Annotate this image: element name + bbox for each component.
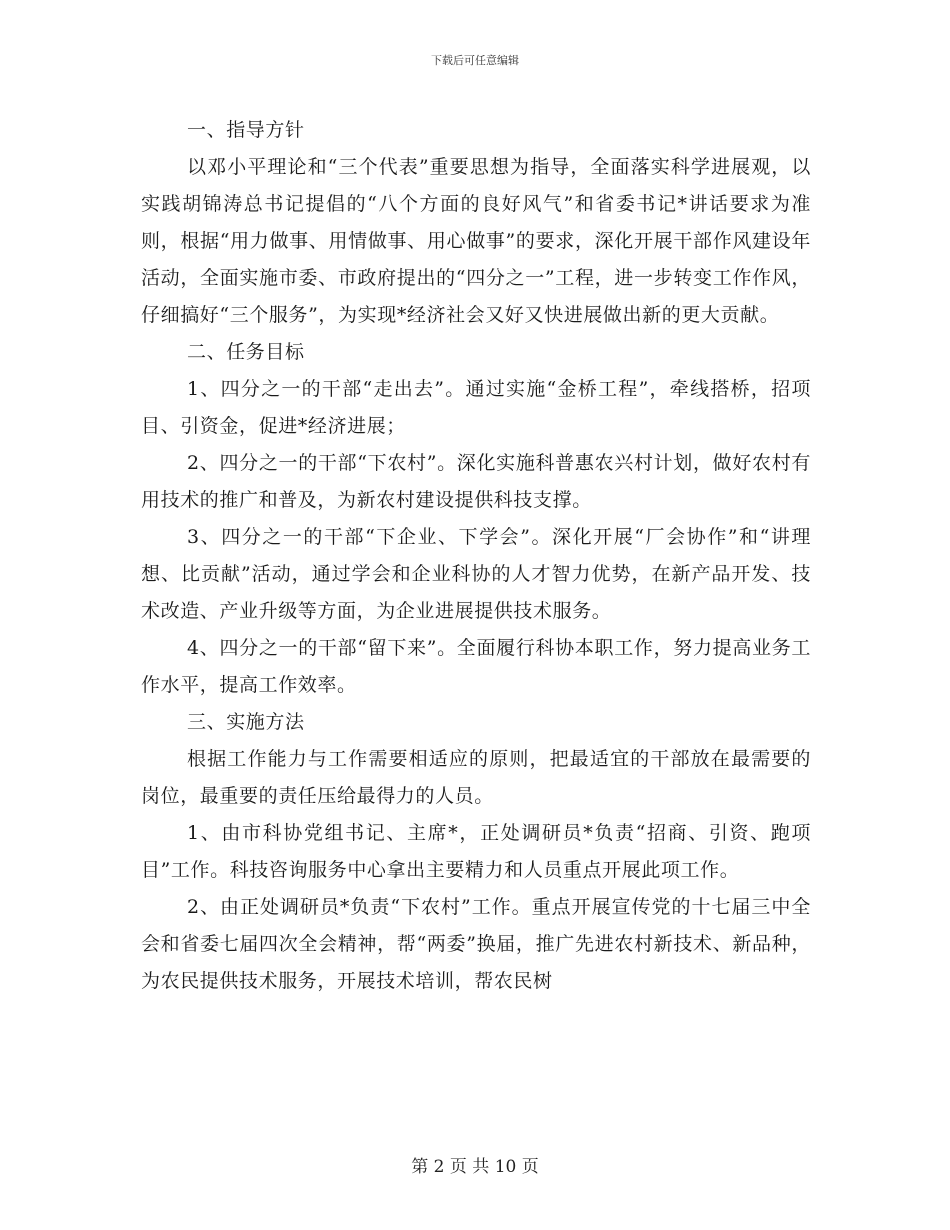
page-number-footer: 第 2 页 共 10 页: [411, 1157, 539, 1177]
section-heading-guideline: 一、指导方针: [187, 119, 305, 141]
paragraph-guideline-body: 以邓小平理论和“三个代表”重要思想为指导，全面落实科学进展观，以实践胡锦涛总书记提倡的“八个方面的良好风气”和省委书记*讲话要求为准则，根据“用力做事、用情做事、用心做事”的要求，深化开展干部作风建设年活动，全面实施市委、市政府提出的“四分之一”工程，进一步转变工作作风，仔细搞好“三个服务”，为实现*经济社会又好又快进展做出新的更大贡献。: [141, 156, 811, 326]
goal-item-3: 3、四分之一的干部“下企业、下学会”。深化开展“厂会协作”和“讲理想、比贡献”活动，通过学会和企业科协的人才智力优势，在新产品开发、技术改造、产业升级等方面，为企业进展提供技术服务。: [141, 526, 811, 622]
methods-intro: 根据工作能力与工作需要相适应的原则，把最适宜的干部放在最需要的岗位，最重要的责任压给最得力的人员。: [141, 748, 811, 807]
goal-item-2: 2、四分之一的干部“下农村”。深化实施科普惠农兴村计划，做好农村有用技术的推广和普及，为新农村建设提供科技支撑。: [141, 452, 811, 511]
method-item-2: 2、由正处调研员*负责“下农村”工作。重点开展宣传党的十七届三中全会和省委七届四次全会精神，帮“两委”换届，推广先进农村新技术、新品种，为农民提供技术服务，开展技术培训，帮农民树: [141, 896, 811, 992]
page-header: 下载后可任意编辑: [431, 54, 519, 67]
goal-item-1: 1、四分之一的干部“走出去”。通过实施“金桥工程”，牵线搭桥，招项目、引资金，促进*经济进展；: [141, 378, 811, 437]
method-item-1: 1、由市科协党组书记、主席*，正处调研员*负责“招商、引资、跑项目”工作。科技咨询服务中心拿出主要精力和人员重点开展此项工作。: [141, 822, 811, 881]
section-heading-goals: 二、任务目标: [187, 341, 305, 363]
goal-item-4: 4、四分之一的干部“留下来”。全面履行科协本职工作，努力提高业务工作水平，提高工作效率。: [141, 637, 811, 696]
document-body: [141, 112, 811, 1000]
section-heading-methods: 三、实施方法: [187, 711, 305, 733]
